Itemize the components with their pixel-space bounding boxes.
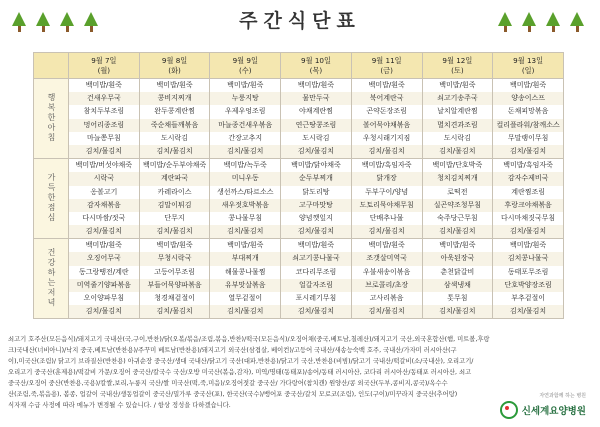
- menu-item: 김치/물김치: [210, 305, 280, 318]
- menu-item: 백미밥/버섯야채죽: [75, 161, 133, 170]
- menu-cell: [139, 159, 210, 239]
- menu-cell: [493, 159, 564, 239]
- menu-item: 백미밥/흰죽: [439, 241, 476, 250]
- menu-item: 김치/물김치: [493, 225, 563, 238]
- menu-item: 오이양파무침: [83, 294, 125, 302]
- menu-item: 단호박양장조림: [493, 279, 563, 292]
- menu-item: 야채계란찜: [299, 107, 333, 116]
- menu-item: 동태포무조림: [507, 267, 549, 276]
- menu-item: 도시락김: [443, 133, 471, 142]
- menu-item: 멸치견과조림: [423, 119, 493, 132]
- menu-cell: [422, 239, 493, 319]
- menu-cell: [281, 79, 352, 159]
- page-title: 주간식단표: [239, 10, 361, 32]
- menu-item: 백미밥/흰죽: [368, 81, 405, 89]
- menu-item: 백미밥/순두부야채죽: [142, 161, 207, 170]
- meal-label: 가득한점심: [47, 172, 56, 223]
- menu-item: 양송이스프: [493, 92, 563, 105]
- menu-item: 백미밥/흰죽: [227, 81, 264, 89]
- menu-item: 콩비지찌개: [140, 92, 210, 105]
- menu-item: 닭도리탕: [302, 187, 330, 196]
- date-header-row: [34, 53, 564, 79]
- menu-item: 김치/물김치: [423, 305, 493, 318]
- day-header: 9월 7일 (월): [69, 53, 140, 79]
- menu-item: 고사리볶음: [369, 294, 404, 302]
- menu-item: 백미밥/녹두죽: [223, 161, 267, 170]
- menu-item: 포시레기무침: [295, 294, 337, 302]
- menu-item: 김치/물김치: [69, 145, 139, 158]
- menu-item: 백미밥/단호박죽: [432, 161, 483, 170]
- menu-item: 숙주당근무침: [437, 213, 478, 222]
- menu-item: 백미밥/흰죽: [297, 81, 335, 89]
- menu-item: 김치/물김치: [140, 305, 210, 318]
- menu-item: 무말랭이무침: [507, 133, 549, 142]
- menu-item: 김치/물김치: [210, 145, 280, 158]
- menu-item: 백미밥/흰죽: [85, 81, 122, 89]
- menu-item: 부들어묵양파볶음: [140, 279, 210, 292]
- menu-item: 백미밥/흰죽: [510, 241, 547, 250]
- menu-item: 컬리플라워/참깨소스: [493, 119, 563, 132]
- note-line: 쇠고기 호주산(모든음식)/돼지고기 국내산(국,구이,반찬)/닭(오볶/볶음/조림,볶음,반찬)/떡국(모든음식)/오징어채(중국,베트남,칠레산)/돼지고기 국산,외국혼합산(햄, 미트볼,후랑: [8, 336, 490, 343]
- meal-label-cell: [34, 239, 69, 319]
- menu-item: 백미밥/흰죽: [510, 81, 547, 89]
- menu-item: 고구마맛탕: [281, 199, 351, 212]
- menu-item: 아욱된장국: [423, 252, 493, 265]
- hospital-logo: [500, 393, 586, 419]
- menu-item: 춘천닭갈비: [440, 267, 475, 276]
- menu-cell: [422, 159, 493, 239]
- menu-item: 김치/물김치: [423, 145, 493, 158]
- menu-item: 백미밥/흰죽: [297, 241, 335, 250]
- menu-item: 미역줄기양파볶음: [69, 279, 139, 292]
- note-line: 오리고기 중국산(훈제용)/떡갈비 가문/오징어 중국산/칼국수 국산/오방 미국산(볶음,감자), 미역/명태(동태포)/송어/동태 러시아산, 코다리 러시아산/동태포 러시아산, 쇠고: [8, 369, 472, 376]
- day-header: 9월 10일 (목): [281, 53, 352, 79]
- menu-item: 시락국: [69, 172, 139, 185]
- meal-table: [33, 52, 564, 319]
- hospital-slogan: 자연과함께 하는 병원: [539, 393, 586, 399]
- menu-item: 백미밥/닭야채죽: [291, 161, 341, 170]
- day-header: 9월 11일 (금): [351, 53, 422, 79]
- menu-item: 볼어묵야채볶음: [352, 119, 422, 132]
- menu-item: 날치알계란찜: [437, 107, 478, 116]
- menu-item: 감자수제비국: [493, 172, 563, 185]
- menu-item: 연근땅콩조림: [281, 119, 351, 132]
- menu-item: 해물콩나물찜: [224, 267, 266, 276]
- day-header: 9월 13일 (일): [493, 53, 564, 79]
- menu-item: 우불새송이볶음: [362, 267, 411, 276]
- menu-item: 코다리무조림: [295, 267, 337, 276]
- menu-item: 백미밥/흰죽: [439, 81, 476, 89]
- menu-item: 쇠고기송주국: [423, 92, 493, 105]
- menu-item: 김치/물김치: [352, 225, 422, 238]
- menu-item: 두부구이/양념: [365, 187, 409, 196]
- menu-item: 완두콩계란찜: [154, 107, 195, 116]
- menu-cell: [139, 239, 210, 319]
- menu-item: 멍어리종조림: [69, 119, 139, 132]
- menu-item: 감자채볶음: [69, 199, 139, 212]
- note-line: 중국산/오징어 중산(반찬용,국용)/칼쌀,보리,누룽지 국산/쌀 미국산(떡,죽,미음)/오징어젓갈 중국산/ 가다랑어(참치캔) 원양산/콩 외국산(두부,콩비지,콩국)/옥수수: [8, 380, 448, 387]
- day-header: 9월 8일 (화): [139, 53, 210, 79]
- menu-item: 도시락김: [161, 133, 189, 142]
- menu-item: 곤약돈장조림: [366, 107, 407, 116]
- menu-item: 다시마채짓국무침: [501, 213, 556, 222]
- menu-cell: [139, 79, 210, 159]
- menu-cell: [69, 79, 140, 159]
- menu-item: 고등어무조림: [154, 267, 195, 276]
- menu-item: 순두부찌개: [281, 172, 351, 185]
- origin-notes: [8, 334, 592, 411]
- menu-item: 브로콜리/초장: [352, 279, 422, 292]
- menu-item: 계란파국: [140, 172, 210, 185]
- menu-item: 김치/물김치: [210, 225, 280, 238]
- header: [0, 0, 600, 56]
- menu-item: 백미밥/흰죽: [156, 81, 193, 89]
- meal-label: 건강하는저녁: [47, 247, 56, 308]
- note-line: 이),미국산(조림)/ 닭고기 브라질산(반찬용) 아귀순장 중국산/생대 국내산/닭고기 국산(대파,반찬용)/닭고기 국산,반찬용(비빔)/닭고기 국내산/떡갈비(소/국내산), 오리고기/: [8, 358, 474, 365]
- menu-cell: [69, 159, 140, 239]
- menu-item: 마늘쫑무침: [86, 133, 121, 142]
- menu-item: 돈채피망볶음: [507, 107, 549, 116]
- menu-cell: [210, 79, 281, 159]
- menu-item: 건새우무국: [69, 92, 139, 105]
- menu-item: 백미밥/흰죽: [85, 241, 122, 250]
- meal-row: [34, 79, 564, 159]
- meal-label-cell: [34, 79, 69, 159]
- meal-row: [34, 159, 564, 239]
- menu-item: 무청시락국: [140, 252, 210, 265]
- menu-item: 새우젓호박볶음: [210, 199, 280, 212]
- menu-item: 김치/물김치: [493, 145, 563, 158]
- menu-cell: [493, 79, 564, 159]
- menu-item: 참치두부조림: [83, 107, 125, 116]
- menu-item: 백미밥/흰죽: [368, 241, 405, 250]
- menu-item: 누룽지탕: [210, 92, 280, 105]
- menu-item: 도시락김: [302, 133, 330, 142]
- menu-item: 열무겉절이: [228, 294, 263, 302]
- hospital-name: 신세계요양병원: [521, 406, 586, 417]
- menu-cell: [210, 239, 281, 319]
- menu-item: 조갯살미역국: [352, 252, 422, 265]
- menu-item: 톳무침: [447, 294, 468, 302]
- menu-item: 김치/물김치: [352, 305, 422, 318]
- menu-item: 오징어무국: [69, 252, 139, 265]
- menu-item: 백미밥/흰죽: [227, 241, 264, 250]
- menu-item: 삼색냉채: [423, 279, 493, 292]
- menu-cell: [281, 159, 352, 239]
- menu-item: 유부맛살볶음: [210, 279, 280, 292]
- menu-cell: [281, 239, 352, 319]
- menu-item: 우청시래기지짐: [362, 133, 411, 142]
- menu-item: 김치/물김치: [423, 225, 493, 238]
- menu-item: 김치/물김치: [493, 305, 563, 318]
- meal-label: 행복한아침: [47, 92, 56, 143]
- menu-cell: [351, 79, 422, 159]
- menu-item: 단무지: [164, 213, 185, 222]
- corner-cell: [34, 53, 69, 79]
- menu-item: 양념깻잎지: [299, 213, 333, 222]
- menu-cell: [422, 79, 493, 159]
- menu-cell: [351, 159, 422, 239]
- menu-item: 김치/물김치: [69, 305, 139, 318]
- menu-item: 김치/물김치: [352, 145, 422, 158]
- menu-item: 김치/물김치: [140, 225, 210, 238]
- menu-item: 부추겉절이: [511, 294, 546, 302]
- menu-item: 물만두국: [281, 92, 351, 105]
- menu-item: 부대찌개: [210, 252, 280, 265]
- menu-item: 콩나물무침: [228, 213, 263, 222]
- menu-item: 로떡전: [447, 187, 468, 196]
- menu-item: 카레라이스: [157, 187, 192, 196]
- menu-item: 백미밥/흑임자죽: [503, 161, 553, 170]
- menu-item: 단배추나물: [369, 213, 404, 222]
- menu-item: 북어계란국: [352, 92, 422, 105]
- menu-item: 김치/물김치: [281, 305, 351, 318]
- menu-item: 김치/물김치: [69, 225, 139, 238]
- menu-item: 쇠고기콩나물국: [281, 252, 351, 265]
- note-line: 산(조림,죽,볶음용), 봄종, 업갈이 국내산/생동업갈이 중국산/밀가루 중국산(포), 한국산(국수)/뱅어포 중국산/갈치 모로코(조림), 인도(구이)/미꾸라지 중국산(추어탕): [8, 391, 458, 398]
- menu-item: 김말이튀김: [140, 199, 210, 212]
- meal-row: [34, 239, 564, 319]
- menu-item: 실곤약조청무침: [423, 199, 493, 212]
- menu-item: 백미밥/흑임자죽: [361, 161, 412, 170]
- menu-item: 미니우동: [210, 172, 280, 185]
- menu-item: 간장고추지: [228, 133, 263, 142]
- hospital-logo-icon: [500, 401, 518, 419]
- menu-item: 생선까스/타르소스: [217, 187, 274, 196]
- menu-item: 김치콩나물국: [493, 252, 563, 265]
- menu-item: 김치/물김치: [281, 225, 351, 238]
- menu-item: 도토리묵야채무침: [352, 199, 422, 212]
- menu-item: 청치김치찌개: [423, 172, 493, 185]
- note-line: 크)국내산(너비아니)/낙지 중국,베트남(반찬용)/주꾸미 베트남(반찬용)/돼지고기 외국산(삼겹살, 베이컨)/고등어 국내산/새송능숙백 호주, 국내산/가자미 러시아산(구: [8, 347, 457, 354]
- menu-item: 옹볼고기: [90, 187, 118, 196]
- day-header: 9월 12일 (토): [422, 53, 493, 79]
- menu-cell: [493, 239, 564, 319]
- menu-cell: [351, 239, 422, 319]
- menu-cell: [69, 239, 140, 319]
- note-line: 식자재 수급 사정에 따라 메뉴가 변경될 수 있습니다. / 항상 정성을 다하겠습니다.: [8, 402, 231, 409]
- menu-item: 후랑크야채볶음: [493, 199, 563, 212]
- menu-item: 죽순채들깨볶음: [140, 119, 210, 132]
- menu-item: 마늘종건새우볶음: [210, 119, 280, 132]
- menu-item: 김치/물김치: [281, 145, 351, 158]
- menu-cell: [210, 159, 281, 239]
- menu-item: 닭개장: [352, 172, 422, 185]
- menu-item: 동그랑땡전/계란: [79, 267, 129, 276]
- menu-item: 계란찜조림: [511, 187, 546, 196]
- menu-item: 얼갈자조림: [281, 279, 351, 292]
- meal-label-cell: [34, 159, 69, 239]
- menu-item: 백미밥/흰죽: [156, 241, 193, 250]
- menu-item: 김치/물김치: [140, 145, 210, 158]
- day-header: 9월 9일 (수): [210, 53, 281, 79]
- menu-item: 우제우엉조림: [224, 107, 266, 116]
- menu-item: 청경채겉절이: [154, 294, 195, 302]
- menu-item: 다시마쌈/젓국: [82, 213, 126, 222]
